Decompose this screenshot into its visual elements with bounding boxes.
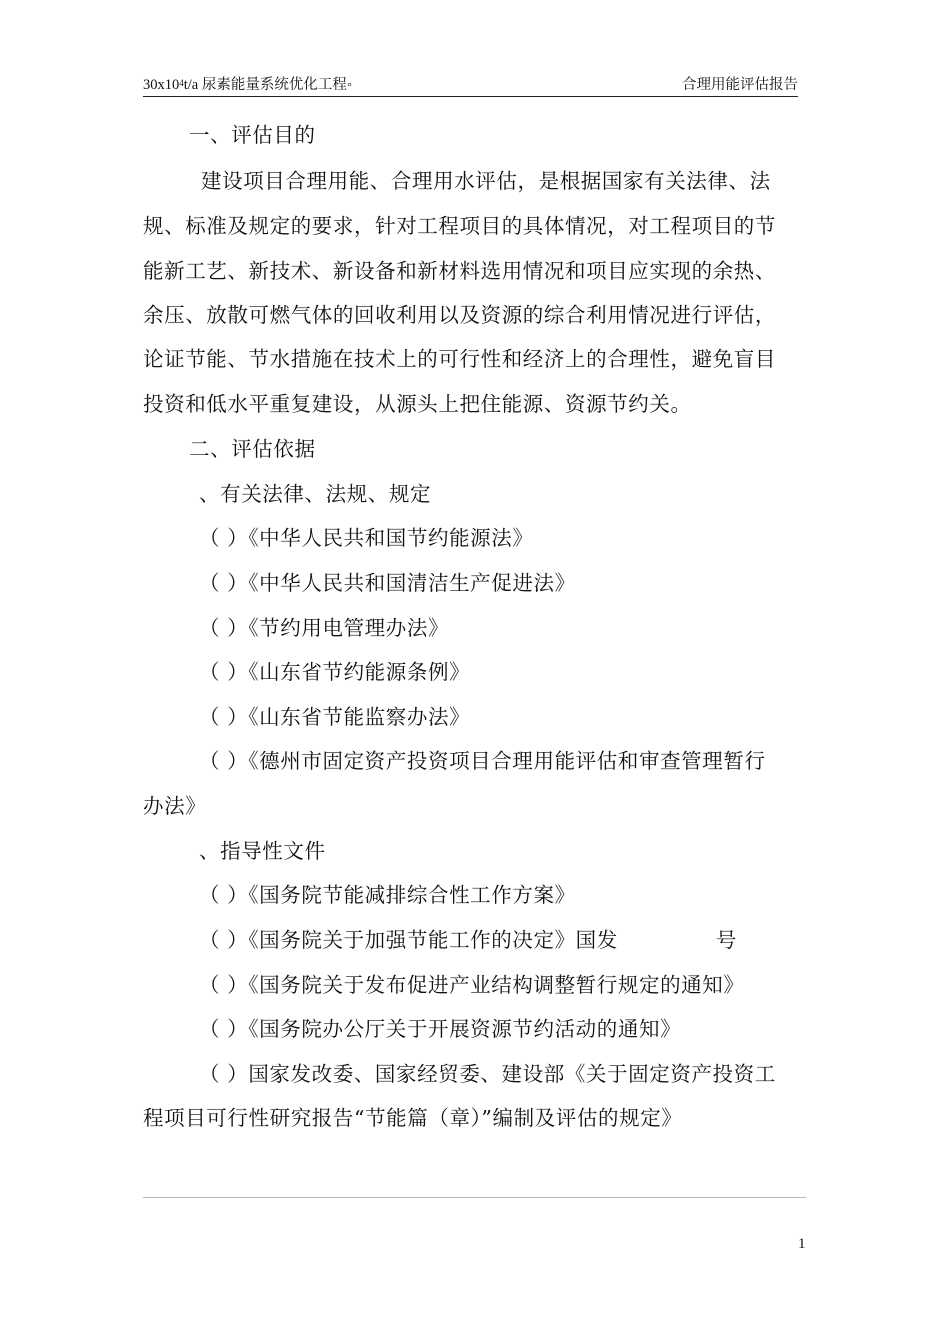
header-project-title bbox=[143, 74, 352, 96]
paragraph-1-line-1: 建设项目合理用能、合理用水评估，是根据国家有关法律、法 bbox=[201, 169, 771, 193]
paragraph-1-line-2: 规、标准及规定的要求，针对工程项目的具体情况，对工程项目的节 bbox=[143, 214, 776, 238]
law-item-5: （ ）《山东省节能监察办法》 bbox=[199, 705, 471, 729]
guidance-item-2 bbox=[199, 925, 737, 955]
section-1-heading: 一、评估目的 bbox=[189, 123, 316, 147]
subsection-laws-heading: 、有关法律、法规、规定 bbox=[199, 482, 432, 506]
subsection-guidance-heading: 、指导性文件 bbox=[199, 839, 326, 863]
paragraph-1-line-6: 投资和低水平重复建设，从源头上把住能源、资源节约关。 bbox=[143, 392, 692, 416]
guidance-item-2-suffix: 号 bbox=[715, 928, 737, 952]
guidance-item-2-text: （ ）《国务院关于加强节能工作的决定》国发 bbox=[199, 928, 618, 952]
law-item-1: （ ）《中华人民共和国节约能源法》 bbox=[199, 526, 534, 550]
guidance-item-4: （ ）《国务院办公厅关于开展资源节约活动的通知》 bbox=[199, 1017, 682, 1041]
page-header bbox=[143, 74, 798, 97]
guidance-item-5-line-1: （ ）国家发改委、国家经贸委、建设部《关于固定资产投资工 bbox=[199, 1062, 776, 1086]
paragraph-1-line-4: 余压、放散可燃气体的回收利用以及资源的综合利用情况进行评估， bbox=[143, 303, 776, 327]
section-2-heading: 二、评估依据 bbox=[189, 437, 316, 461]
law-item-4: （ ）《山东省节约能源条例》 bbox=[199, 660, 471, 684]
header-title-mark: ◦ bbox=[346, 77, 353, 93]
header-title-suffix: t/a 尿素能量系统优化工程 bbox=[183, 77, 347, 93]
law-item-3: （ ）《节约用电管理办法》 bbox=[199, 616, 450, 640]
header-title-prefix: 30x10 bbox=[143, 77, 180, 93]
header-report-title: 合理用能评估报告 bbox=[682, 77, 798, 93]
header-title-superscript: 4 bbox=[179, 78, 184, 88]
guidance-item-3: （ ）《国务院关于发布促进产业结构调整暂行规定的通知》 bbox=[199, 973, 745, 997]
law-item-2: （ ）《中华人民共和国清洁生产促进法》 bbox=[199, 571, 576, 595]
guidance-item-1: （ ）《国务院节能减排综合性工作方案》 bbox=[199, 883, 576, 907]
law-item-6-line-2: 办法》 bbox=[143, 794, 207, 818]
law-item-6-line-1: （ ）《德州市固定资产投资项目合理用能评估和审查管理暂行 bbox=[199, 749, 766, 773]
footer-divider bbox=[143, 1197, 806, 1198]
guidance-item-5-line-2: 程项目可行性研究报告“节能篇（章）”编制及评估的规定》 bbox=[143, 1106, 683, 1130]
paragraph-1-line-3: 能新工艺、新技术、新设备和新材料选用情况和项目应实现的余热、 bbox=[143, 259, 776, 283]
page-number: 1 bbox=[798, 1236, 806, 1252]
paragraph-1-line-5: 论证节能、节水措施在技术上的可行性和经济上的合理性，避免盲目 bbox=[143, 347, 776, 371]
